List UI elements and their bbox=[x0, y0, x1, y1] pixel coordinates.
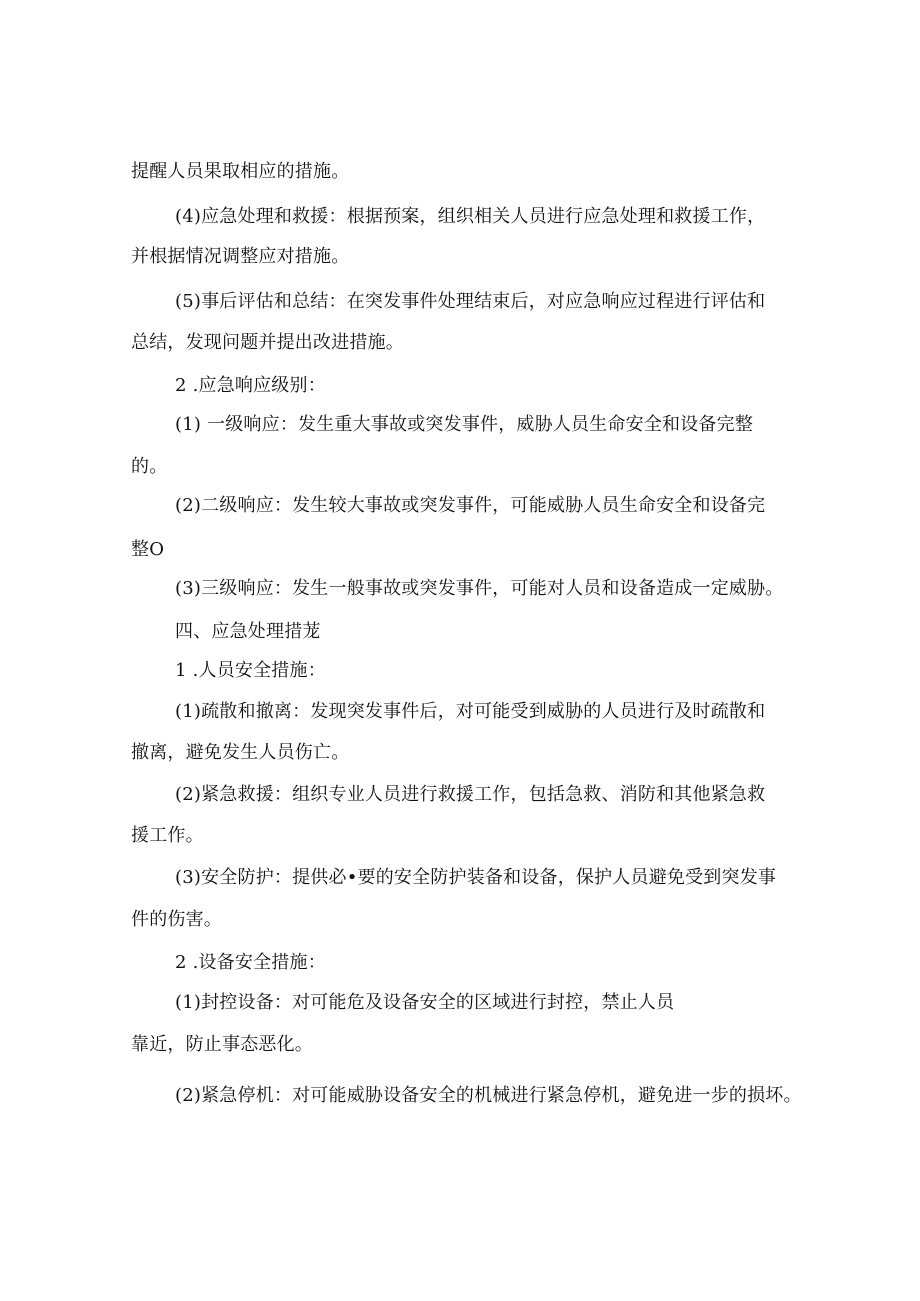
text-line: (5)事后评估和总结：在突发事件处理结束后，对应急响应过程进行评估和 bbox=[175, 291, 766, 312]
text-line: (4)应急处理和救援：根据预案，组织相关人员进行应急处理和救援工作， bbox=[175, 206, 766, 227]
text-line: (2)紧急救援：组织专业人员进行救援工作，包括急救、消防和其他紧急救 bbox=[175, 784, 766, 805]
text-line: (1) 一级响应：发生重大事故或突发事件，威胁人员生命安全和设备完整 bbox=[175, 414, 754, 435]
section-heading: 1 .人员安全措施： bbox=[175, 660, 326, 681]
text-line: (1)疏散和撤离：发现突发事件后，对可能受到威胁的人员进行及时疏散和 bbox=[175, 701, 766, 722]
text-line: 整O bbox=[131, 539, 165, 560]
text-line: 件的伤害。 bbox=[131, 909, 222, 930]
text-line: 靠近，防止事态恶化。 bbox=[131, 1034, 313, 1055]
text-line: (3)三级响应：发生一般事故或突发事件，可能对人员和设备造成一定威胁。 bbox=[175, 578, 784, 599]
text-line: (3)安全防护：提供必•要的安全防护装备和设备，保护人员避免受到突发事 bbox=[175, 867, 777, 888]
section-heading: 四、应急处理措茏 bbox=[175, 621, 321, 642]
text-line: 撤离，避免发生人员伤亡。 bbox=[131, 742, 350, 763]
text-line: 的。 bbox=[131, 456, 168, 477]
text-line: (2)二级响应：发生较大事故或突发事件，可能威胁人员生命安全和设备完 bbox=[175, 495, 766, 516]
text-line: 援工作。 bbox=[131, 825, 204, 846]
text-line: 总结，发现问题并提出改进措施。 bbox=[131, 332, 404, 353]
section-heading: 2 .应急响应级别： bbox=[175, 375, 326, 396]
text-line: (2)紧急停机：对可能威胁设备安全的机械进行紧急停机，避免进一步的损坏。 bbox=[175, 1085, 802, 1106]
text-line: (1)封控设备：对可能危及设备安全的区域进行封控，禁止人员 bbox=[175, 992, 675, 1013]
text-line: 并根据情况调整应对措施。 bbox=[131, 246, 350, 267]
text-line: 提醒人员果取相应的措施。 bbox=[131, 161, 350, 182]
section-heading: 2 .设备安全措施： bbox=[175, 952, 326, 973]
